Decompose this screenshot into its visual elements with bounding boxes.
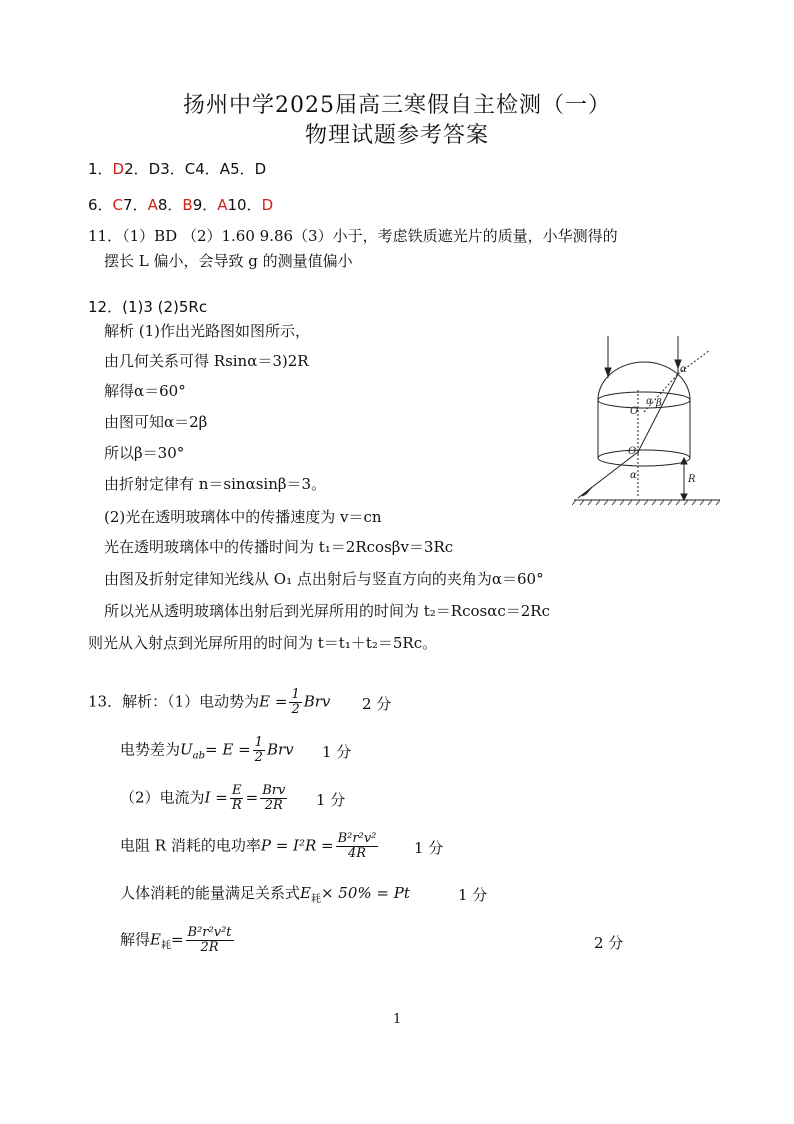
score: 1 分 xyxy=(414,839,444,857)
q12-line: (2)光在透明玻璃体中的传播速度为 v＝cn xyxy=(104,508,382,526)
q13-line-6: 解得$E_耗=$ $\frac{\text{B²r²v²t}}{2R}$ xyxy=(120,925,232,955)
mc-answer: C xyxy=(184,160,196,178)
formula: Brv xyxy=(303,692,331,711)
mc-num: 7． xyxy=(123,196,148,214)
q12-line: 由几何关系可得 Rsinα＝3)2R xyxy=(104,352,309,370)
mc-num: 1． xyxy=(88,160,113,178)
fraction: $\frac{E}{R}$ xyxy=(231,783,242,813)
label-alpha-bottom: α xyxy=(630,470,637,481)
fraction: $\frac{1}{2}$ xyxy=(254,735,263,765)
label-alpha-top: α xyxy=(680,364,687,375)
formula: E = xyxy=(259,692,288,711)
mc-num: 4． xyxy=(195,160,220,178)
mc-num: 5． xyxy=(230,160,255,178)
label-o: O xyxy=(630,406,639,417)
label-beta: β xyxy=(656,398,662,409)
q12-line: 由图及折射定律知光线从 O₁ 点出射后与竖直方向的夹角为α＝60° xyxy=(104,570,544,588)
q12-line: 所以β＝30° xyxy=(104,444,185,462)
mc-answer: D xyxy=(112,160,125,178)
q12-line: 则光从入射点到光屏所用的时间为 t＝t₁＋t₂＝5Rc。 xyxy=(88,634,438,652)
formula: P = I²R = xyxy=(260,836,334,855)
score: 2 分 xyxy=(594,934,624,952)
formula: I = xyxy=(204,788,228,807)
q13-line-4: 电阻 R 消耗的电功率P = I²R = $\frac{\text{B²r²v²}}{4R}$ xyxy=(120,831,377,861)
mc-answer: C xyxy=(112,196,124,214)
mc-num: 3． xyxy=(160,160,185,178)
mc-answer: A xyxy=(219,160,231,178)
q11-line-1: 11．（1）BD （2）1.60 9.86（3）小于，考虑铁质遮光片的质量，小华测得的 xyxy=(88,227,618,245)
page-title: 扬州中学2025届高三寒假自主检测（一） xyxy=(183,93,611,118)
mc-answer: D xyxy=(254,160,267,178)
q12-line: 解析 (1)作出光路图如图所示， xyxy=(104,322,311,340)
mc-num: 2． xyxy=(124,160,149,178)
mc-num: 6． xyxy=(88,196,113,214)
mc-num: 10． xyxy=(227,196,262,214)
page-number: 1 xyxy=(393,1012,402,1027)
score: 1 分 xyxy=(322,743,352,761)
label-r: R xyxy=(688,474,696,485)
mc-num: 9． xyxy=(192,196,218,214)
mc-answer: A xyxy=(217,196,228,214)
fraction: $\frac{\text{B²r²v²}}{4R}$ xyxy=(337,831,377,861)
q12-line: 解得α＝60° xyxy=(104,382,186,400)
q12-head: 12．(1)3 (2)5Rc xyxy=(88,298,208,316)
formula: U xyxy=(180,740,193,759)
fraction: $\frac{\text{B²r²v²t}}{2R}$ xyxy=(187,925,232,955)
q12-line: 由折射定律有 n＝sinαsinβ＝3。 xyxy=(104,475,327,493)
fraction: $\frac{\text{Brv}}{2R}$ xyxy=(262,783,286,813)
mc-answer: D xyxy=(261,196,274,214)
score: 2 分 xyxy=(362,695,392,713)
q12-line: 所以光从透明玻璃体出射后到光屏所用的时间为 t₂＝Rcosαc＝2Rc xyxy=(104,602,551,620)
q13-line-3: （2）电流为I = $\frac{E}{R}$ = $\frac{\text{Brv}}{2R}$ xyxy=(120,783,286,813)
q12-line: 光在透明玻璃体中的传播时间为 t₁＝2Rcosβv＝3Rc xyxy=(104,538,454,556)
q13-head: 13．解析：（1）电动势为 xyxy=(88,692,260,711)
light-path-diagram xyxy=(572,330,722,510)
score: 1 分 xyxy=(316,791,346,809)
mc-row-2 xyxy=(88,194,273,215)
label-alpha-mid: α xyxy=(646,396,653,407)
mc-num: 8． xyxy=(157,196,183,214)
q13-line-2: 电势差为$U_{ab}= E$ = $\frac{1}{2}$ Brv xyxy=(120,735,294,765)
mc-answer: D xyxy=(148,160,161,178)
q13-line-5: 人体消耗的能量满足关系式$E_耗\times 50\% = Pt$ xyxy=(120,884,410,905)
mc-row-1 xyxy=(88,158,266,179)
fraction: $\frac{1}{2}$ xyxy=(291,687,300,717)
q12-line: 由图可知α＝2β xyxy=(104,413,208,431)
score: 1 分 xyxy=(458,886,488,904)
page-subtitle: 物理试题参考答案 xyxy=(304,123,489,148)
q13-line-1 xyxy=(88,688,330,717)
label-o1: O₁ xyxy=(628,446,641,457)
mc-answer: A xyxy=(147,196,158,214)
mc-answer: B xyxy=(182,196,193,214)
q11-line-2: 摆长 L 偏小，会导致 g 的测量值偏小 xyxy=(104,252,353,270)
